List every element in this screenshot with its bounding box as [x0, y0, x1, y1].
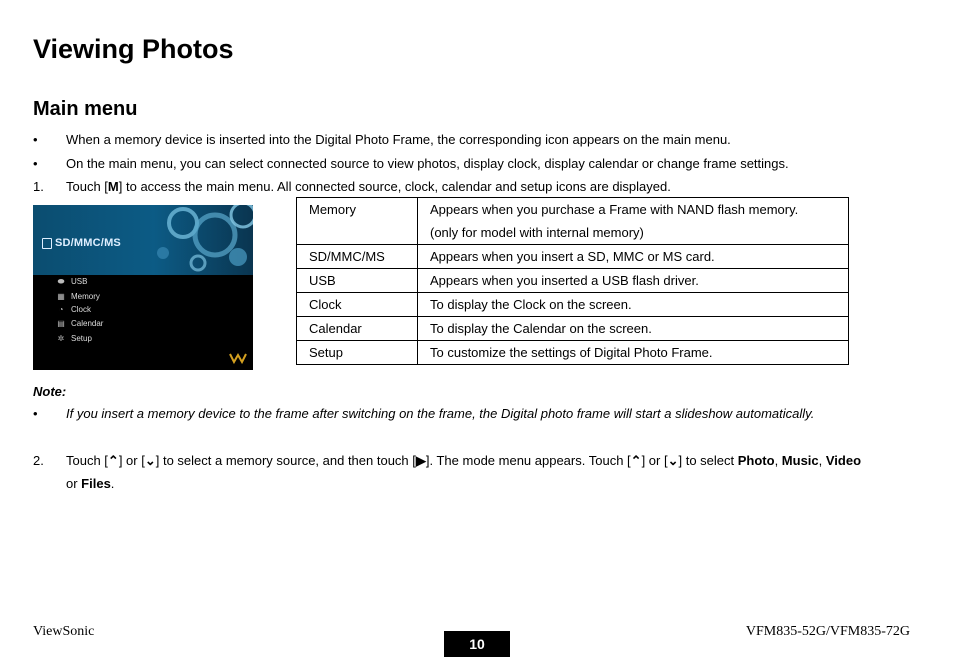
down-arrow-icon: ⌄ [144, 453, 156, 468]
table-row [297, 293, 849, 317]
step-text-part: , [774, 453, 782, 468]
description-line: (only for model with internal memory) [430, 225, 644, 240]
step-text-part: ] or [ [641, 453, 668, 468]
bullet-marker: • [33, 132, 38, 147]
page-number: 10 [444, 631, 510, 657]
menu-item-setup: Setup [71, 334, 92, 343]
footer-brand: ViewSonic [33, 624, 95, 639]
sd-card-icon [42, 238, 52, 249]
table-cell-name: USB [297, 269, 418, 293]
viewsonic-bird-logo-icon [229, 352, 247, 364]
step-number: 2. [33, 453, 44, 468]
mode-photo: Photo [737, 453, 775, 468]
mode-files: Files [81, 476, 111, 491]
menu-item-usb: USB [71, 277, 88, 286]
step-text-part: ] to select [678, 453, 738, 468]
note-text: If you insert a memory device to the frame after switching on the frame, the Digital photo frame will start a slideshow automatically. [66, 406, 815, 421]
right-arrow-icon: ▶ [415, 453, 426, 468]
main-menu-screenshot [33, 205, 253, 370]
step-text-part: , [818, 453, 826, 468]
memory-chip-icon: ▦ [57, 292, 65, 301]
bullet-marker: • [33, 406, 38, 421]
menu-item-memory: Memory [71, 292, 100, 301]
step-text [66, 179, 671, 195]
clock-icon: ◔ [58, 305, 64, 314]
gear-icon: ✲ [57, 334, 65, 343]
table-cell-description: To display the Clock on the screen. [418, 293, 849, 317]
menu-item-calendar: Calendar [71, 319, 104, 328]
description-line: Appears when you purchase a Frame with NAND flash memory. [430, 202, 799, 217]
table-cell-name: Memory [297, 198, 418, 245]
step-text-part: ] to select a memory source, and then touch [ [155, 453, 416, 468]
step-text-part: ] or [ [118, 453, 145, 468]
step-text [66, 476, 114, 492]
key-m: M [107, 179, 119, 194]
decorative-circles [153, 205, 253, 277]
page-title: Viewing Photos [33, 34, 234, 64]
table-cell-description: Appears when you inserted a USB flash driver. [418, 269, 849, 293]
table-row [297, 317, 849, 341]
table-cell-name: SD/MMC/MS [297, 245, 418, 269]
table-row [297, 198, 849, 245]
table-cell-description: To display the Calendar on the screen. [418, 317, 849, 341]
up-arrow-icon: ⌃ [107, 453, 119, 468]
bullet-marker: • [33, 156, 38, 171]
table-cell-name: Setup [297, 341, 418, 365]
step-text-part: Touch [ [66, 453, 108, 468]
bullet-text: On the main menu, you can select connected source to view photos, display clock, display calendar or change frame settings. [66, 156, 789, 171]
table-cell-description: To customize the settings of Digital Photo Frame. [418, 341, 849, 365]
table-cell-name: Clock [297, 293, 418, 317]
table-row [297, 245, 849, 269]
table-cell-description [418, 198, 849, 245]
up-arrow-icon: ⌃ [630, 453, 642, 468]
source-icons-table [296, 197, 849, 365]
mode-video: Video [825, 453, 862, 468]
step-text [66, 453, 861, 469]
mode-music: Music [781, 453, 819, 468]
section-title: Main menu [33, 98, 138, 120]
table-row [297, 341, 849, 365]
note-label: Note: [33, 384, 67, 399]
step-text-part: or [66, 476, 82, 491]
bullet-text: When a memory device is inserted into the Digital Photo Frame, the corresponding icon appears on the main menu. [66, 132, 731, 147]
step-text-part: . [110, 476, 115, 491]
menu-item-clock: Clock [71, 305, 92, 314]
step-text-part: Touch [ [66, 179, 108, 194]
step-number: 1. [33, 179, 44, 194]
step-text-part: ]. The mode menu appears. Touch [ [425, 453, 631, 468]
usb-icon: ⬬ [57, 277, 65, 286]
calendar-icon: ▤ [57, 319, 65, 328]
down-arrow-icon: ⌄ [667, 453, 679, 468]
table-row [297, 269, 849, 293]
footer-model: VFM835-52G/VFM835-72G [745, 624, 910, 639]
step-text-part: ] to access the main menu. All connected source, clock, calendar and setup icons are displayed. [118, 179, 671, 194]
menu-source-title: SD/MMC/MS [55, 237, 121, 249]
table-cell-description: Appears when you insert a SD, MMC or MS card. [418, 245, 849, 269]
table-cell-name: Calendar [297, 317, 418, 341]
